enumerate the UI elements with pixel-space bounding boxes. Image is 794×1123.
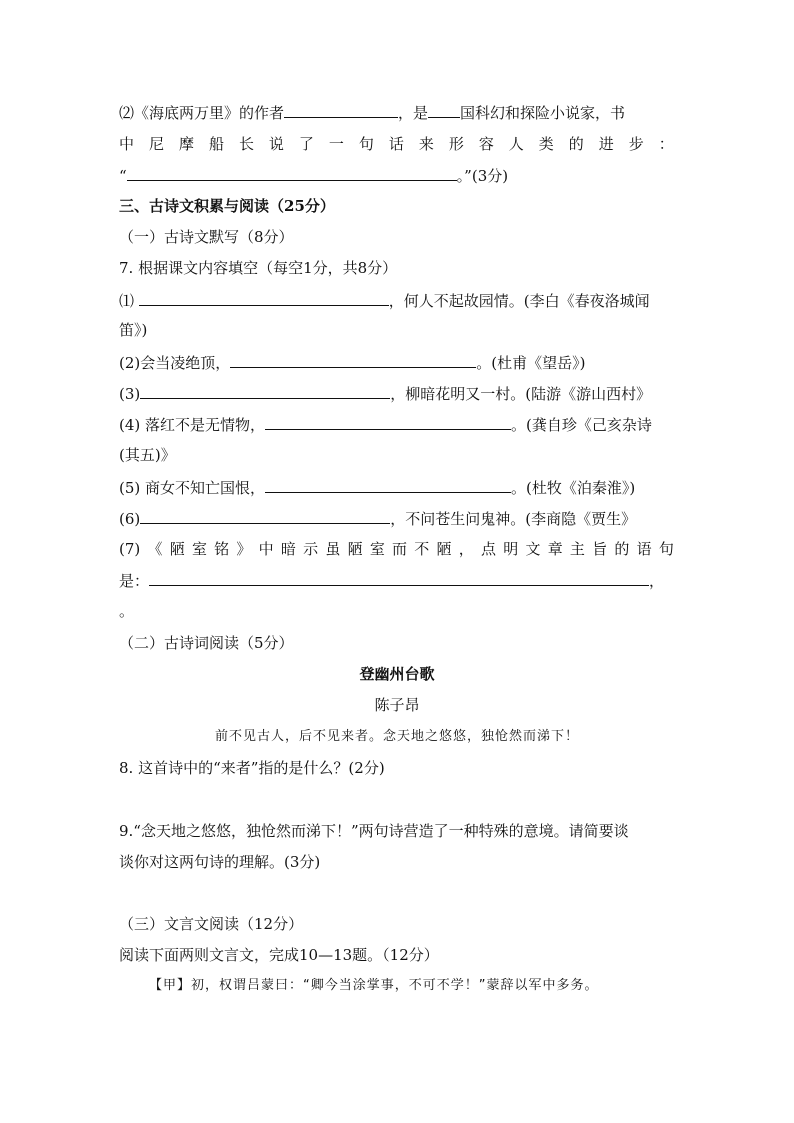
- subsection1-title: （一）古诗文默写（8分）: [119, 228, 294, 246]
- q2-line1: [119, 102, 625, 123]
- poem-title: 登幽州台歌: [359, 665, 435, 683]
- q2-line2: [119, 134, 674, 154]
- fill7-c24: 句: [658, 540, 674, 558]
- fill7-c23: 语: [636, 540, 652, 558]
- fill4-post: 。(龚自珍《己亥杂诗: [511, 416, 652, 434]
- fill1-cont: 笛》): [119, 321, 148, 339]
- q2-l2-c11: 形: [448, 135, 464, 153]
- q8-question: 8. 这首诗中的“来者”指的是什么？(2分): [119, 759, 385, 777]
- fill4-blank[interactable]: [265, 414, 511, 430]
- fill7-c4: 铭: [214, 540, 230, 558]
- fill3-pre: (3): [119, 385, 141, 403]
- fill7-line2: [119, 570, 664, 591]
- q2-text-mid: ，是: [398, 104, 429, 122]
- q2-l2-c1: 尼: [148, 135, 164, 153]
- fill2-blank[interactable]: [230, 352, 476, 368]
- fill7-c2: 陋: [169, 540, 185, 558]
- fill5: [119, 477, 635, 498]
- fill7-c17: 明: [503, 540, 519, 558]
- fill5-pre: (5) 商女不知亡国恨，: [119, 479, 266, 497]
- fill3: [119, 383, 651, 404]
- q2-close: 。”(3分): [456, 167, 509, 185]
- fill7-line1: [119, 539, 674, 559]
- fill5-blank[interactable]: [265, 477, 511, 493]
- fill7-c0: (7): [119, 540, 141, 558]
- q2-l2-c3: 船: [208, 135, 224, 153]
- q2-l2-c17: 步: [628, 135, 644, 153]
- q2-text-pre: ⑵《海底两万里》的作者: [119, 104, 285, 122]
- fill1-post: ，何人不起故园情。(李白《春夜洛城闻: [388, 292, 650, 310]
- subsection3-instruction: 阅读下面两则文言文，完成10—13题。（12分）: [119, 946, 439, 964]
- q2-l2-c5: 说: [268, 135, 284, 153]
- q9-line1: 9.“念天地之悠悠，独怆然而涕下！”两句诗营造了一种特殊的意境。请简要谈: [119, 822, 629, 840]
- fill7-c7: 暗: [280, 540, 296, 558]
- fill7-c19: 章: [547, 540, 563, 558]
- q2-l2-c8: 句: [358, 135, 374, 153]
- q2-l2-c7: 一: [328, 135, 344, 153]
- q2-l2-c16: 进: [598, 135, 614, 153]
- fill1-num: ⑴: [119, 292, 135, 310]
- q2-l2-c10: 来: [418, 135, 434, 153]
- q2-blank-quote[interactable]: [127, 165, 457, 181]
- q2-open-quote: “: [119, 167, 127, 185]
- fill7-c13: 不: [414, 540, 430, 558]
- fill7-c22: 的: [614, 540, 630, 558]
- passage-jia: 【甲】初，权谓吕蒙曰：“卿今当涂掌事，不可不学！”蒙辞以军中多务。: [149, 978, 599, 993]
- fill7-c5: 》: [236, 540, 252, 558]
- q9-line2: 谈你对这两句诗的理解。(3分): [119, 853, 321, 871]
- fill7-c8: 示: [303, 540, 319, 558]
- q2-l2-c6: 了: [298, 135, 314, 153]
- fill7-c14: 陋: [436, 540, 452, 558]
- fill7-c15: ，: [458, 540, 474, 558]
- fill6-pre: (6): [119, 510, 141, 528]
- fill7-c16: 点: [480, 540, 496, 558]
- fill2: [119, 352, 585, 373]
- fill7-c3: 室: [191, 540, 207, 558]
- fill6-blank[interactable]: [140, 508, 390, 524]
- fill1-blank[interactable]: [139, 290, 389, 306]
- fill7-c1: 《: [147, 540, 163, 558]
- section3-title: 三、古诗文积累与阅读（25分）: [119, 197, 335, 215]
- fill7-c6: 中: [258, 540, 274, 558]
- fill7-c20: 主: [569, 540, 585, 558]
- q2-l2-c18: ：: [658, 135, 674, 153]
- q2-l2-c4: 长: [238, 135, 254, 153]
- fill7-pre: 是：: [119, 572, 150, 590]
- fill6: [119, 508, 636, 529]
- q2-blank-country[interactable]: [428, 102, 460, 118]
- q2-l2-c13: 人: [508, 135, 524, 153]
- fill2-pre: (2)会当凌绝顶，: [119, 354, 231, 372]
- poem-author: 陈子昂: [374, 696, 420, 714]
- fill7-post: ，: [649, 572, 665, 590]
- q2-l2-c12: 容: [478, 135, 494, 153]
- q2-l2-c0: 中: [119, 135, 135, 153]
- fill7-c9: 虽: [325, 540, 341, 558]
- fill4-pre: (4) 落红不是无情物，: [119, 416, 266, 434]
- subsection3-title: （三）文言文阅读（12分）: [119, 915, 304, 933]
- fill2-post: 。(杜甫《望岳》): [476, 354, 586, 372]
- fill3-blank[interactable]: [140, 383, 390, 399]
- fill4-cont: (其五)》: [119, 446, 176, 464]
- q2-l2-c15: 的: [568, 135, 584, 153]
- q2-l2-c9: 话: [388, 135, 404, 153]
- fill7-c10: 陋: [347, 540, 363, 558]
- fill7-blank[interactable]: [149, 570, 649, 586]
- fill7-c11: 室: [369, 540, 385, 558]
- q2-text-post: 国科幻和探险小说家，书: [460, 104, 626, 122]
- fill4: [119, 414, 652, 435]
- q2-blank-author[interactable]: [284, 102, 398, 118]
- fill7-end: 。: [119, 602, 135, 620]
- q2-l2-c2: 摩: [178, 135, 194, 153]
- fill6-post: ，不问苍生问鬼神。(李商隐《贾生》: [390, 510, 637, 528]
- fill7-c18: 文: [525, 540, 541, 558]
- q2-l2-c14: 类: [538, 135, 554, 153]
- fill5-post: 。(杜牧《泊秦淮》): [511, 479, 636, 497]
- poem-text: 前不见古人，后不见来者。念天地之悠悠，独怆然而涕下！: [214, 729, 579, 744]
- fill7-c21: 旨: [592, 540, 608, 558]
- q7-instruction: 7. 根据课文内容填空（每空1分，共8分）: [119, 259, 398, 277]
- fill3-post: ，柳暗花明又一村。(陆游《游山西村》: [390, 385, 652, 403]
- subsection2-title: （二）古诗词阅读（5分）: [119, 634, 294, 652]
- fill1: [119, 290, 650, 311]
- q2-line3: [119, 165, 508, 186]
- fill7-c12: 而: [392, 540, 408, 558]
